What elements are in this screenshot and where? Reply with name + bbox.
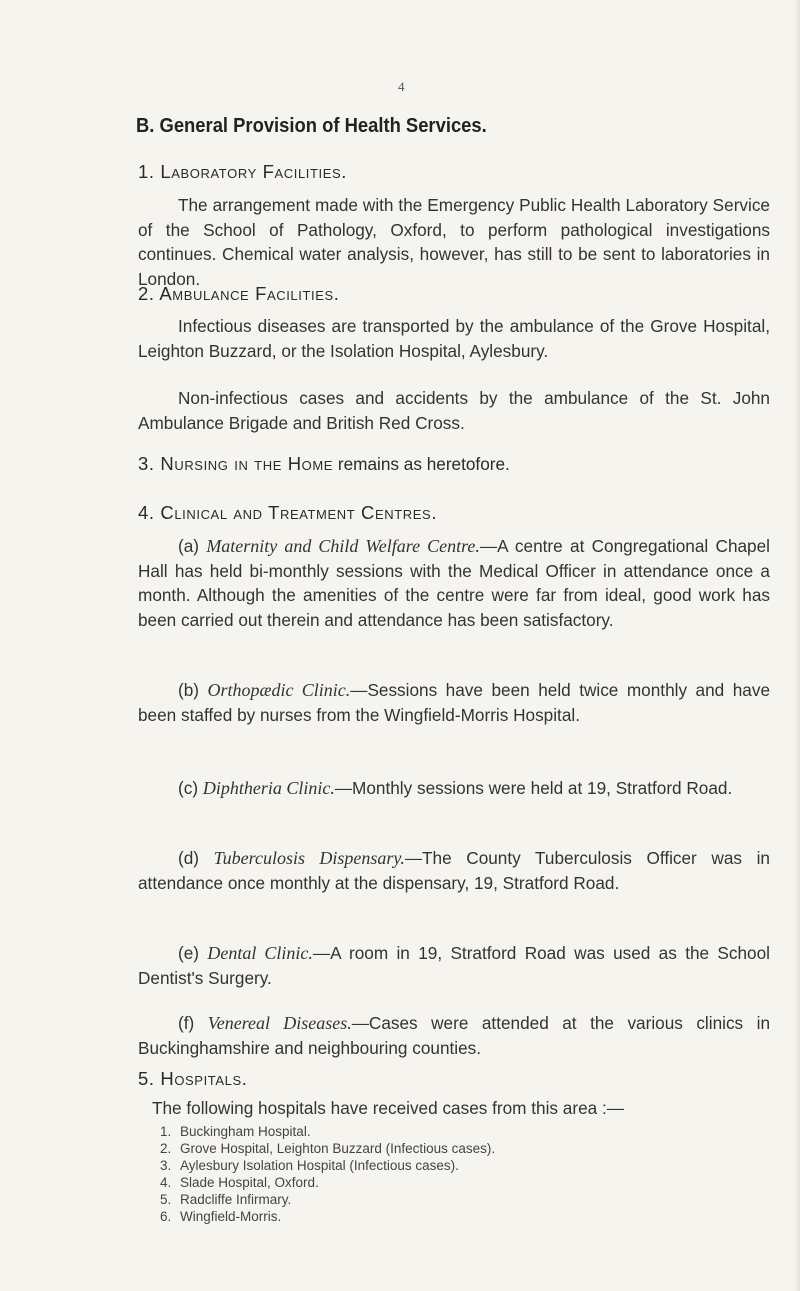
clinic-item-text: —Sessions have been held twice monthly and have been staffed by nurses from the Wingfield-Morris Hospital. bbox=[138, 680, 770, 725]
hospitals-intro: The following hospitals have received cases from this area :— bbox=[152, 1098, 624, 1118]
clinic-item-c bbox=[138, 776, 770, 801]
hospital-list bbox=[160, 1123, 495, 1225]
list-item-text: Aylesbury Isolation Hospital (Infectious cases). bbox=[180, 1158, 459, 1173]
page-number: 4 bbox=[398, 79, 405, 94]
laboratory-paragraph: The arrangement made with the Emergency Public Health Laboratory Service of the School of Pathology, Oxford, to perform pathological investigations continues. Chemical water analysis, however, has still to be sent to laboratories in London. bbox=[138, 195, 770, 289]
list-item bbox=[160, 1123, 495, 1140]
list-item bbox=[160, 1157, 495, 1174]
list-item-text: Grove Hospital, Leighton Buzzard (Infectious cases). bbox=[180, 1141, 496, 1156]
clinic-item-label: (f) bbox=[178, 1013, 208, 1033]
clinic-item-text: —A room in 19, Stratford Road was used as the School Dentist's Surgery. bbox=[138, 943, 770, 988]
clinic-item-label: (d) bbox=[178, 848, 214, 868]
list-item-text: Slade Hospital, Oxford. bbox=[180, 1175, 319, 1190]
clinic-item-f bbox=[138, 1011, 770, 1060]
clinic-item-b bbox=[138, 678, 770, 727]
page-edge-shadow bbox=[794, 0, 800, 1291]
list-item-number: 2. bbox=[160, 1141, 172, 1156]
clinic-item-text: —Cases were attended at the various clinics in Buckinghamshire and neighbouring counties. bbox=[138, 1013, 771, 1058]
list-item bbox=[160, 1208, 495, 1225]
section-title-ambulance: 2. Ambulance Facilities. bbox=[138, 283, 340, 304]
list-item-number: 1. bbox=[160, 1124, 172, 1139]
list-item-text: Radcliffe Infirmary. bbox=[180, 1192, 292, 1207]
clinic-item-a bbox=[138, 534, 770, 632]
clinic-item-name: Orthopædic Clinic. bbox=[207, 680, 351, 700]
clinic-item-text: —A centre at Congregational Chapel Hall has held bi-monthly sessions with the Medical Officer in attendance once a month. Although the amenities of the centre were far from ideal, good work has been carried out therein and attendance has been satisfactory. bbox=[138, 536, 770, 630]
clinic-item-label: (e) bbox=[178, 943, 208, 963]
list-item-number: 4. bbox=[160, 1175, 172, 1190]
list-item bbox=[160, 1191, 495, 1208]
ambulance-paragraph-1: Infectious diseases are transported by the ambulance of the Grove Hospital, Leighton Buzzard, or the Isolation Hospital, Aylesbury. bbox=[138, 316, 770, 361]
clinic-item-text: —The County Tuberculosis Officer was in attendance once monthly at the dispensary, 19, Stratford Road. bbox=[138, 848, 770, 893]
section-nursing bbox=[138, 453, 510, 475]
list-item-number: 6. bbox=[160, 1209, 172, 1224]
clinic-item-name: Venereal Diseases. bbox=[207, 1013, 352, 1033]
clinic-item-d bbox=[138, 846, 770, 895]
list-item-number: 5. bbox=[160, 1192, 172, 1207]
clinic-item-text: —Monthly sessions were held at 19, Stratford Road. bbox=[334, 778, 733, 798]
clinic-item-e bbox=[138, 941, 770, 990]
section-title-hospitals: 5. Hospitals. bbox=[138, 1068, 248, 1089]
list-item-number: 3. bbox=[160, 1158, 172, 1173]
clinic-item-label: (c) bbox=[178, 778, 203, 798]
list-item bbox=[160, 1140, 495, 1157]
list-item bbox=[160, 1174, 495, 1191]
list-item-text: Wingfield-Morris. bbox=[180, 1209, 282, 1224]
clinic-item-label: (b) bbox=[178, 680, 208, 700]
clinic-item-name: Dental Clinic. bbox=[207, 943, 313, 963]
page-heading: B. General Provision of Health Services. bbox=[136, 115, 487, 137]
clinic-item-name: Diphtheria Clinic. bbox=[202, 778, 335, 798]
ambulance-paragraph-2: Non-infectious cases and accidents by the ambulance of the St. John Ambulance Brigade and British Red Cross. bbox=[138, 388, 770, 433]
clinic-item-name: Tuberculosis Dispensary. bbox=[213, 848, 405, 868]
clinic-item-name: Maternity and Child Welfare Centre. bbox=[206, 536, 480, 556]
clinic-item-label: (a) bbox=[178, 536, 207, 556]
section-title-nursing: 3. Nursing in the Home bbox=[138, 453, 334, 474]
section-title-laboratory: 1. Laboratory Facilities. bbox=[138, 161, 348, 182]
section-title-clinical: 4. Clinical and Treatment Centres. bbox=[138, 502, 438, 523]
nursing-text: remains as heretofore. bbox=[333, 454, 510, 474]
list-item-text: Buckingham Hospital. bbox=[180, 1124, 311, 1139]
